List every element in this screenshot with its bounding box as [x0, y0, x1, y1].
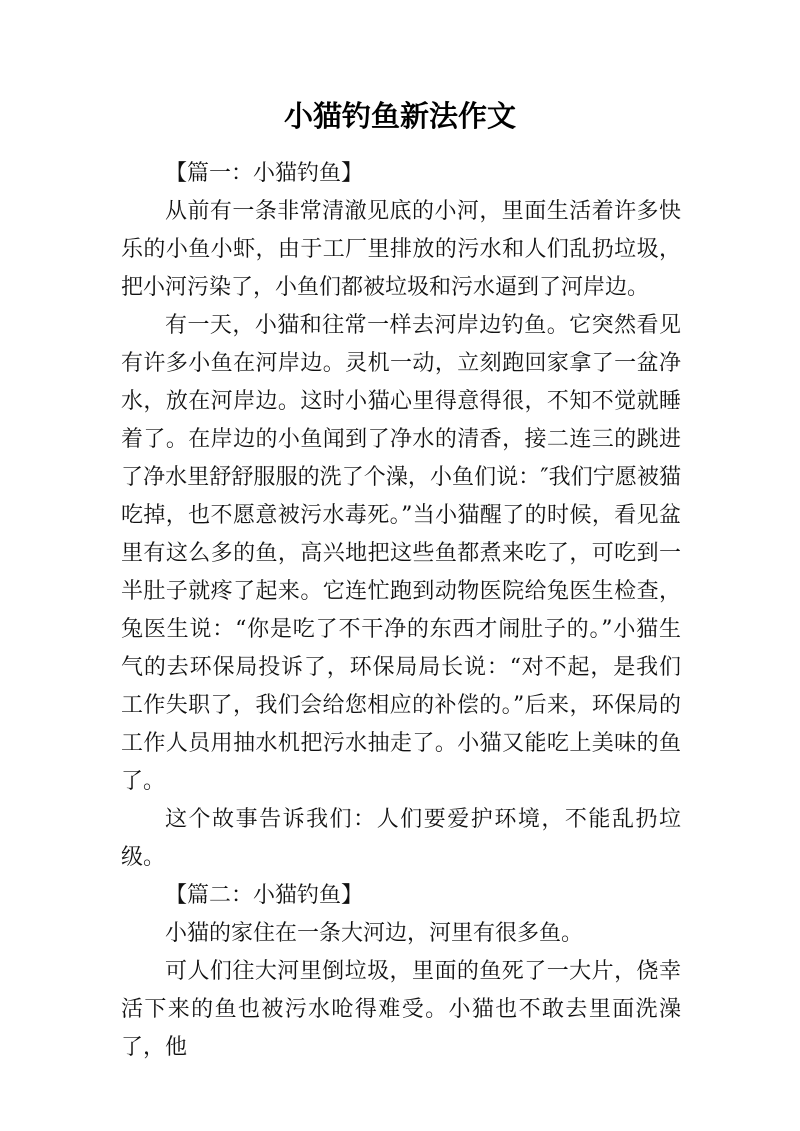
section-heading-1: 【篇一：小猫钓鱼】 — [165, 161, 364, 186]
section-heading-2: 【篇二：小猫钓鱼】 — [165, 883, 364, 908]
paragraph: 这个故事告诉我们：人们要爱护环境，不能乱扔垃级。 — [121, 807, 681, 870]
paragraph: 小猫的家住在一条大河边，河里有很多鱼。 — [165, 921, 584, 946]
document-title: 小猫钓鱼新法作文 — [283, 99, 516, 133]
paragraph: 从前有一条非常清澈见底的小河，里面生活着许多快乐的小鱼小虾，由于工厂里排放的污水和人们乱扔垃圾，把小河污染了，小鱼们都被垃圾和污水逼到了河岸边。 — [121, 199, 681, 300]
paragraph: 有一天，小猫和往常一样去河岸边钓鱼。它突然看见有许多小鱼在河岸边。灵机一动，立刻跑回家拿了一盆净水，放在河岸边。这时小猫心里得意得很，不知不觉就睡着了。在岸边的小鱼闻到了净水的清香，接二连三的跳进了净水里舒舒服服的洗了个澡，小鱼们说：″我们宁愿被猫吃掉，也不愿意被污水毒死。”当小猫醒了的时候，看见盆里有这么多的鱼，高兴地把这些鱼都煮来吃了，可吃到一半肚子就疼了起来。它连忙跑到动物医院给兔医生检查，兔医生说：“你是吃了不干净的东西才闹肚子的。”小猫生气的去环保局投诉了，环保局局长说：“对不起，是我们工作失职了，我们会给您相应的补偿的。”后来，环保局的工作人员用抽水机把污水抽走了。小猫又能吃上美味的鱼了。 — [121, 313, 681, 794]
document-body — [121, 155, 681, 1067]
paragraph: 可人们往大河里倒垃圾，里面的鱼死了一大片，侥幸活下来的鱼也被污水呛得难受。小猫也不敢去里面洗澡了，他 — [121, 959, 681, 1060]
